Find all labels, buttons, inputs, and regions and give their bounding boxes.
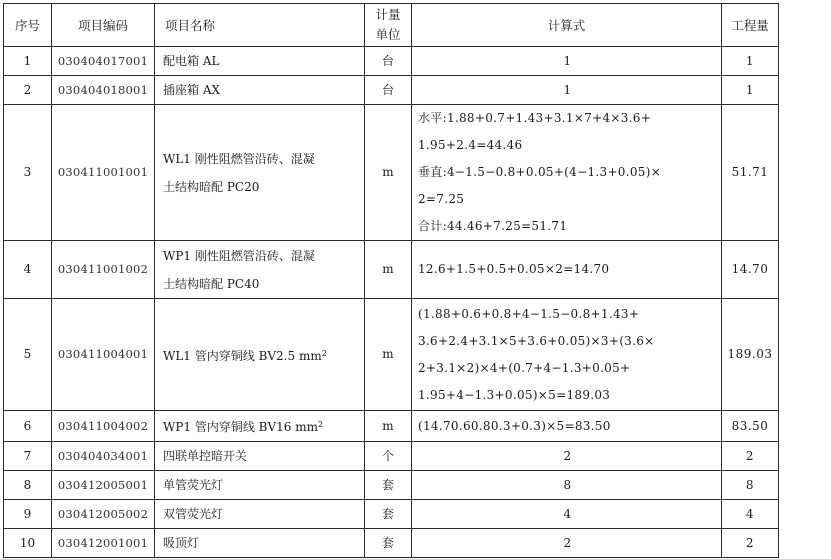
table-row: [4, 411, 779, 442]
calc-line: 垂直:4−1.5−0.8+0.05+(4−1.3+0.05)×: [418, 165, 662, 179]
table-row: [4, 299, 779, 411]
row-name: 单管荧光灯: [155, 471, 365, 500]
calc-line: 1.95+4−1.3+0.05)×5=189.03: [418, 387, 611, 402]
row-seq: 3: [4, 105, 52, 241]
row-calc: [412, 105, 722, 241]
row-seq: 8: [4, 471, 52, 500]
row-unit: m: [365, 241, 412, 299]
row-calc: 2: [412, 442, 722, 471]
calc-line: 1.95+2.4=44.46: [418, 138, 523, 152]
calc-line: 2+3.1×2)×4+(0.7+4−1.3+0.05+: [418, 360, 631, 375]
row-qty: 2: [722, 442, 779, 471]
row-unit: 套: [365, 471, 412, 500]
header-code: 项目编码: [52, 4, 155, 47]
row-code: 030411004002: [52, 411, 155, 442]
calc-line: 合计:44.46+7.25=51.71: [418, 219, 568, 233]
row-unit: 套: [365, 529, 412, 558]
row-code: 030411001001: [52, 105, 155, 241]
header-unit-line1: 计量: [375, 7, 401, 22]
row-calc: 4: [412, 500, 722, 529]
row-name-line: 土结构暗配 PC20: [163, 179, 260, 194]
calc-line: (1.88+0.6+0.8+4−1.5−0.8+1.43+: [418, 306, 640, 321]
table-row: [4, 500, 779, 529]
header-qty: 工程量: [722, 4, 779, 47]
row-name-line: WL1 刚性阻燃管沿砖、混凝: [163, 151, 315, 166]
row-name-superscript: 2: [318, 420, 324, 429]
row-unit: 套: [365, 500, 412, 529]
header-calc: 计算式: [412, 4, 722, 47]
row-code: 030404018001: [52, 76, 155, 105]
table-row: [4, 47, 779, 76]
calc-line: 3.6+2.4+3.1×5+3.6+0.05)×3+(3.6×: [418, 333, 655, 348]
row-name-text: WL1 管内穿铜线 BV2.5 mm: [163, 348, 322, 363]
row-name: [155, 241, 365, 299]
table-row: [4, 471, 779, 500]
table-row: [4, 529, 779, 558]
row-unit: m: [365, 105, 412, 241]
row-code: 030412005001: [52, 471, 155, 500]
row-seq: 2: [4, 76, 52, 105]
row-name: 四联单控暗开关: [155, 442, 365, 471]
header-name: 项目名称: [155, 4, 365, 47]
table-row: [4, 241, 779, 299]
row-code: 030412001001: [52, 529, 155, 558]
table-row: [4, 76, 779, 105]
row-seq: 7: [4, 442, 52, 471]
quantity-table: [3, 3, 779, 558]
row-calc: 1: [412, 76, 722, 105]
row-seq: 1: [4, 47, 52, 76]
row-qty: 1: [722, 76, 779, 105]
row-unit: 台: [365, 47, 412, 76]
row-seq: 10: [4, 529, 52, 558]
row-qty: 51.71: [722, 105, 779, 241]
row-name: 插座箱 AX: [155, 76, 365, 105]
row-name-line: 土结构暗配 PC40: [163, 276, 260, 291]
row-code: 030411001002: [52, 241, 155, 299]
header-unit: [365, 4, 412, 47]
row-unit: m: [365, 299, 412, 411]
row-qty: 14.70: [722, 241, 779, 299]
row-calc: 12.6+1.5+0.5+0.05×2=14.70: [412, 241, 722, 299]
row-qty: 189.03: [722, 299, 779, 411]
row-name: [155, 105, 365, 241]
row-name: 双管荧光灯: [155, 500, 365, 529]
row-calc: 2: [412, 529, 722, 558]
row-qty: 4: [722, 500, 779, 529]
row-name: 配电箱 AL: [155, 47, 365, 76]
header-unit-line2: 单位: [375, 27, 401, 42]
row-seq: 6: [4, 411, 52, 442]
row-calc: (14.70.60.80.3+0.3)×5=83.50: [412, 411, 722, 442]
row-code: 030404017001: [52, 47, 155, 76]
row-unit: 个: [365, 442, 412, 471]
row-qty: 83.50: [722, 411, 779, 442]
row-qty: 2: [722, 529, 779, 558]
row-code: 030404034001: [52, 442, 155, 471]
row-calc: 1: [412, 47, 722, 76]
row-qty: 1: [722, 47, 779, 76]
row-unit: m: [365, 411, 412, 442]
row-name-superscript: 2: [321, 348, 327, 358]
row-name: 吸顶灯: [155, 529, 365, 558]
calc-line: 2=7.25: [418, 192, 465, 206]
calc-line: 水平:1.88+0.7+1.43+3.1×7+4×3.6+: [418, 111, 652, 125]
row-seq: 4: [4, 241, 52, 299]
row-calc: 8: [412, 471, 722, 500]
row-name-line: WP1 刚性阻燃管沿砖、混凝: [163, 248, 315, 263]
row-unit: 台: [365, 76, 412, 105]
row-name: [155, 411, 365, 442]
row-name: [155, 299, 365, 411]
row-calc: [412, 299, 722, 411]
header-seq: 序号: [4, 4, 52, 47]
row-qty: 8: [722, 471, 779, 500]
table-row: [4, 442, 779, 471]
row-code: 030411004001: [52, 299, 155, 411]
header-row: [4, 4, 779, 47]
table-row: [4, 105, 779, 241]
row-seq: 9: [4, 500, 52, 529]
row-code: 030412005002: [52, 500, 155, 529]
row-name-text: WP1 管内穿铜线 BV16 mm: [163, 420, 318, 434]
row-seq: 5: [4, 299, 52, 411]
